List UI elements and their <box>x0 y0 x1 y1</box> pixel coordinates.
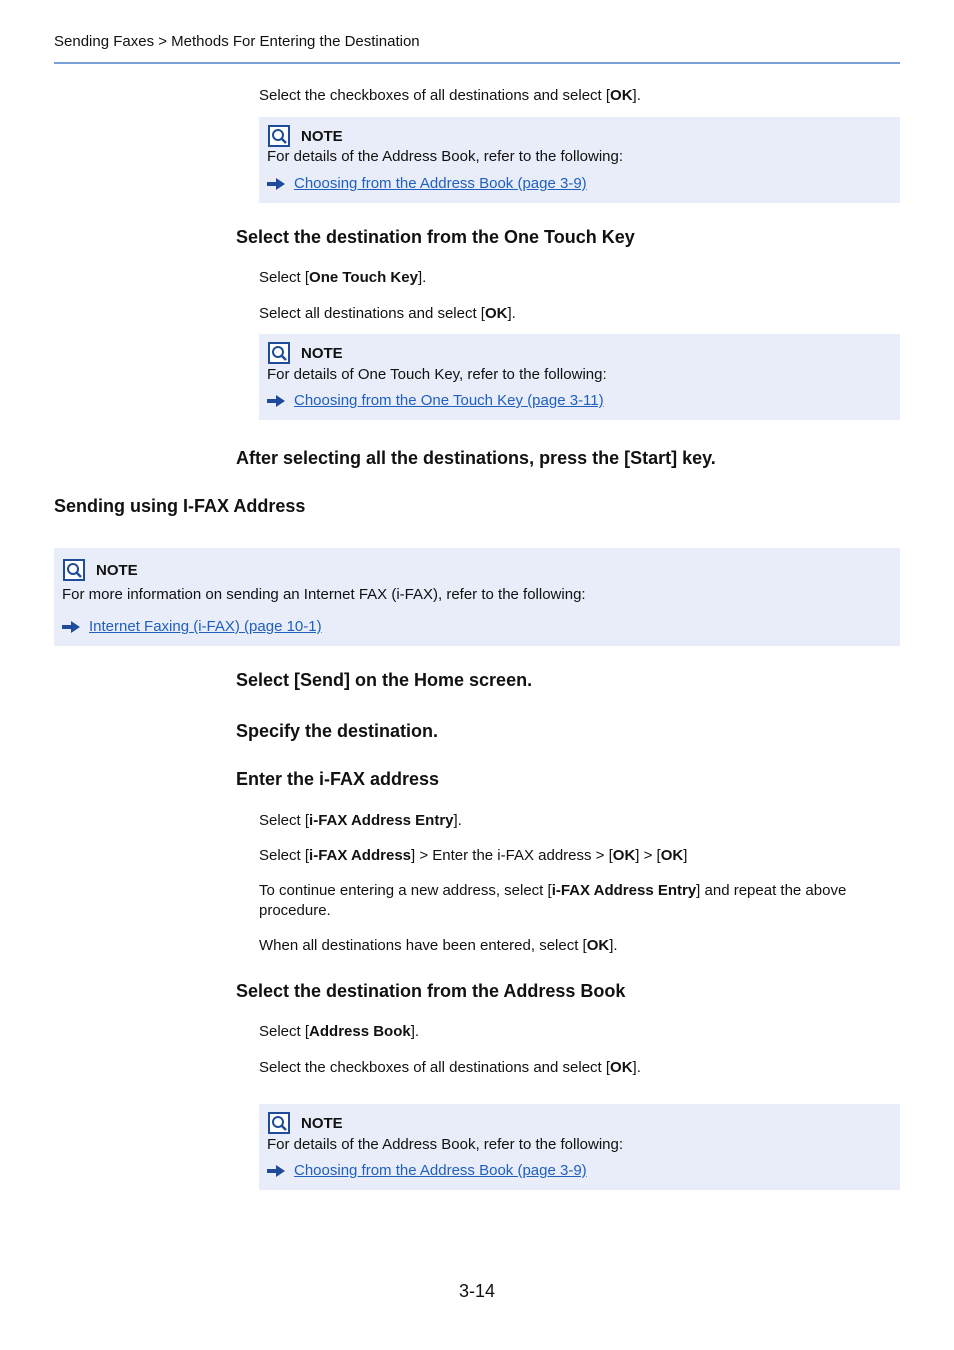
step-heading: Select the destination from the One Touch Key <box>236 227 635 247</box>
step-text: To continue entering a new address, select [i-FAX Address Entry] and repeat the above procedure. <box>259 882 847 919</box>
step-heading: Specify the destination. <box>236 721 439 741</box>
header-rule <box>54 62 900 64</box>
step-text: When all destinations have been entered, select [OK]. <box>259 937 618 954</box>
arrow-right-icon <box>267 178 285 190</box>
step-text: Select the checkboxes of all destinations and select [OK]. <box>259 1059 641 1076</box>
note-header <box>268 125 343 147</box>
step-heading: Select [Send] on the Home screen. <box>236 670 533 690</box>
note-icon <box>268 1112 290 1134</box>
note-label: NOTE <box>96 561 138 579</box>
note-text: For details of One Touch Key, refer to the following: <box>267 366 607 383</box>
note-box <box>54 548 900 646</box>
note-text: For details of the Address Book, refer to the following: <box>267 1136 624 1153</box>
arrow-right-icon <box>267 1165 285 1177</box>
note-header <box>268 1112 343 1134</box>
section-heading: Sending using I-FAX Address <box>54 496 306 516</box>
step-text: Select the checkboxes of all destinations and select [OK]. <box>259 87 641 104</box>
step-text: Select [i-FAX Address] > Enter the i-FAX address > [OK] > [OK] <box>259 847 688 864</box>
page-number: 3-14 <box>458 1281 496 1301</box>
step-text: Select [One Touch Key]. <box>259 269 427 286</box>
step-text: Select [i-FAX Address Entry]. <box>259 812 462 829</box>
note-box <box>259 117 900 203</box>
note-label: NOTE <box>301 127 343 145</box>
breadcrumb: Sending Faxes > Methods For Entering the Destination <box>54 33 420 50</box>
step-heading: After selecting all the destinations, press the [Start] key. <box>236 448 716 468</box>
note-icon <box>268 342 290 364</box>
note-header <box>63 559 138 581</box>
note-text: For more information on sending an Internet FAX (i-FAX), refer to the following: <box>62 586 586 603</box>
note-icon <box>63 559 85 581</box>
note-text: For details of the Address Book, refer to the following: <box>267 148 624 165</box>
note-icon <box>268 125 290 147</box>
arrow-right-icon <box>62 621 80 633</box>
note-box <box>259 334 900 420</box>
step-heading: Select the destination from the Address Book <box>236 981 626 1001</box>
one-touch-key-link[interactable]: Choosing from the One Touch Key (page 3-11) <box>294 392 604 409</box>
internet-faxing-link[interactable]: Internet Faxing (i-FAX) (page 10-1) <box>89 618 322 635</box>
address-book-link[interactable]: Choosing from the Address Book (page 3-9) <box>294 1162 587 1179</box>
note-box <box>259 1104 900 1190</box>
note-label: NOTE <box>301 1114 343 1132</box>
note-header <box>268 342 343 364</box>
step-text: Select all destinations and select [OK]. <box>259 305 516 322</box>
note-link-row <box>62 618 322 635</box>
note-label: NOTE <box>301 344 343 362</box>
step-heading: Enter the i-FAX address <box>236 769 440 789</box>
address-book-link[interactable]: Choosing from the Address Book (page 3-9) <box>294 175 587 192</box>
arrow-right-icon <box>267 395 285 407</box>
note-link-row <box>267 392 604 409</box>
step-text: Select [Address Book]. <box>259 1023 420 1040</box>
note-link-row <box>267 1162 587 1179</box>
note-link-row <box>267 175 587 192</box>
